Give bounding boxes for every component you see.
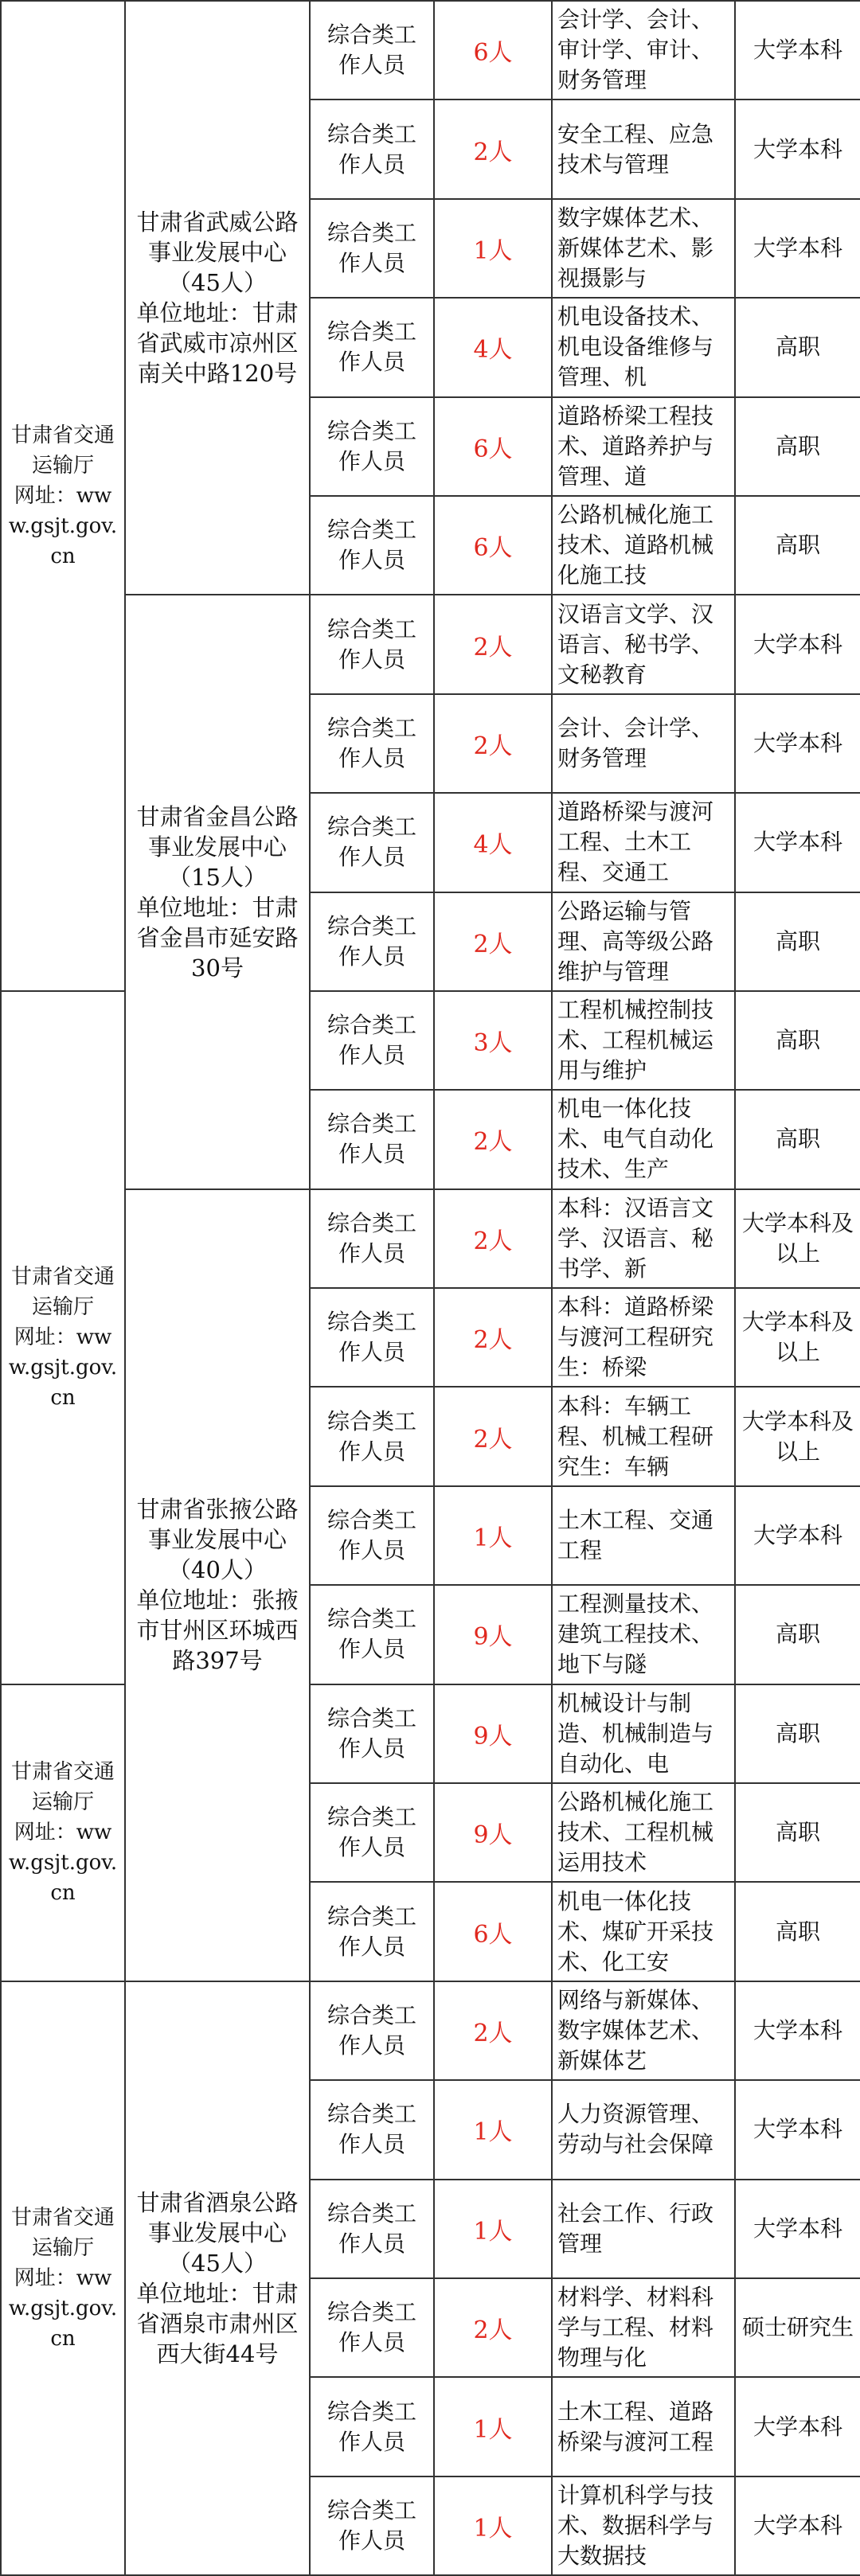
unit-name: 甘肃省武威公路事业发展中心（45人） bbox=[136, 209, 299, 297]
major-text: 公路运输与管理、高等级公路维护与管理 bbox=[557, 897, 714, 985]
major-cell bbox=[552, 2476, 735, 2575]
education: 大学本科 bbox=[735, 694, 860, 793]
table-row bbox=[1, 1981, 860, 2080]
position-type: 综合类工作人员 bbox=[310, 1189, 434, 1288]
education: 大学本科 bbox=[735, 2080, 860, 2179]
headcount: 1人 bbox=[434, 2377, 552, 2476]
headcount: 2人 bbox=[434, 2278, 552, 2377]
headcount: 2人 bbox=[434, 1387, 552, 1485]
major-cell bbox=[552, 1882, 735, 1981]
headcount: 1人 bbox=[434, 2476, 552, 2575]
major-text: 本科：道路桥梁与渡河工程研究生：桥梁 bbox=[557, 1294, 714, 1381]
education: 大学本科 bbox=[735, 1981, 860, 2080]
major-cell bbox=[552, 694, 735, 793]
headcount: 1人 bbox=[434, 1486, 552, 1585]
major-text: 材料学、材料科学与工程、材料物理与化 bbox=[557, 2284, 714, 2371]
position-type: 综合类工作人员 bbox=[310, 1783, 434, 1882]
department-website: 网址：www.gsjt.gov.cn bbox=[8, 1821, 118, 1906]
department-website: 网址：www.gsjt.gov.cn bbox=[8, 1325, 118, 1411]
education: 高职 bbox=[735, 1783, 860, 1882]
table-row bbox=[1, 595, 860, 693]
unit-name: 甘肃省张掖公路事业发展中心（40人） bbox=[136, 1496, 299, 1584]
headcount: 2人 bbox=[434, 694, 552, 793]
headcount: 1人 bbox=[434, 2080, 552, 2179]
education: 大学本科 bbox=[735, 2476, 860, 2575]
major-text: 会计、会计学、财务管理 bbox=[557, 714, 714, 771]
major-text: 工程机械控制技术、工程机械运用与维护 bbox=[557, 997, 714, 1084]
headcount: 9人 bbox=[434, 1585, 552, 1684]
education: 大学本科 bbox=[735, 2377, 860, 2476]
education: 大学本科 bbox=[735, 595, 860, 693]
major-text: 安全工程、应急技术与管理 bbox=[557, 120, 714, 178]
department-cell bbox=[1, 1981, 125, 2575]
education: 高职 bbox=[735, 1684, 860, 1783]
education: 大学本科及以上 bbox=[735, 1189, 860, 1288]
education: 硕士研究生 bbox=[735, 2278, 860, 2377]
position-type: 综合类工作人员 bbox=[310, 100, 434, 198]
headcount: 9人 bbox=[434, 1684, 552, 1783]
position-type: 综合类工作人员 bbox=[310, 1, 434, 100]
headcount: 4人 bbox=[434, 793, 552, 892]
major-cell bbox=[552, 793, 735, 892]
education: 大学本科 bbox=[735, 2180, 860, 2278]
major-text: 机电设备技术、机电设备维修与管理、机 bbox=[557, 303, 714, 391]
table-row bbox=[1, 1, 860, 100]
major-text: 数字媒体艺术、新媒体艺术、影视摄影与 bbox=[557, 204, 714, 291]
major-text: 本科：汉语言文学、汉语言、秘书学、新 bbox=[557, 1194, 714, 1282]
major-cell bbox=[552, 1981, 735, 2080]
major-cell bbox=[552, 892, 735, 991]
education: 高职 bbox=[735, 1090, 860, 1188]
major-cell bbox=[552, 2080, 735, 2179]
position-type: 综合类工作人员 bbox=[310, 1486, 434, 1585]
department-cell bbox=[1, 1, 125, 991]
education: 高职 bbox=[735, 1585, 860, 1684]
major-cell bbox=[552, 1486, 735, 1585]
department-website: 网址：www.gsjt.gov.cn bbox=[8, 2266, 118, 2351]
major-text: 道路桥梁工程技术、道路养护与管理、道 bbox=[557, 402, 714, 490]
unit-name: 甘肃省酒泉公路事业发展中心（45人） bbox=[136, 2188, 299, 2277]
headcount: 2人 bbox=[434, 892, 552, 991]
headcount: 6人 bbox=[434, 397, 552, 496]
unit-address: 单位地址：甘肃省酒泉市肃州区西大街44号 bbox=[136, 2279, 299, 2367]
headcount: 6人 bbox=[434, 1882, 552, 1981]
department-name: 甘肃省交通运输厅 bbox=[10, 423, 115, 478]
position-type: 综合类工作人员 bbox=[310, 2180, 434, 2278]
unit-address: 单位地址：张掖市甘州区环城西路397号 bbox=[136, 1587, 299, 1675]
unit-cell bbox=[125, 1189, 310, 1981]
education: 大学本科 bbox=[735, 100, 860, 198]
unit-address: 单位地址：甘肃省金昌市延安路30号 bbox=[136, 893, 299, 982]
major-cell bbox=[552, 1684, 735, 1783]
unit-cell bbox=[125, 1981, 310, 2575]
education: 高职 bbox=[735, 496, 860, 595]
department-cell bbox=[1, 1684, 125, 1981]
major-cell bbox=[552, 1189, 735, 1288]
headcount: 2人 bbox=[434, 1189, 552, 1288]
education: 大学本科 bbox=[735, 1486, 860, 1585]
major-cell bbox=[552, 1090, 735, 1188]
position-type: 综合类工作人员 bbox=[310, 298, 434, 396]
major-cell bbox=[552, 100, 735, 198]
headcount: 1人 bbox=[434, 2180, 552, 2278]
major-text: 机电一体化技术、煤矿开采技术、化工安 bbox=[557, 1887, 714, 1975]
education: 高职 bbox=[735, 397, 860, 496]
major-text: 机电一体化技术、电气自动化技术、生产 bbox=[557, 1095, 714, 1183]
unit-cell bbox=[125, 595, 310, 1188]
major-text: 公路机械化施工技术、道路机械化施工技 bbox=[557, 502, 714, 589]
major-cell bbox=[552, 496, 735, 595]
position-type: 综合类工作人员 bbox=[310, 2377, 434, 2476]
headcount: 2人 bbox=[434, 1090, 552, 1188]
major-cell bbox=[552, 1783, 735, 1882]
education: 大学本科 bbox=[735, 1, 860, 100]
education: 大学本科 bbox=[735, 199, 860, 298]
department-name: 甘肃省交通运输厅 bbox=[10, 2205, 115, 2260]
position-type: 综合类工作人员 bbox=[310, 1585, 434, 1684]
headcount: 4人 bbox=[434, 298, 552, 396]
position-type: 综合类工作人员 bbox=[310, 991, 434, 1090]
headcount: 2人 bbox=[434, 595, 552, 693]
position-type: 综合类工作人员 bbox=[310, 1882, 434, 1981]
major-cell bbox=[552, 397, 735, 496]
major-cell bbox=[552, 2377, 735, 2476]
major-text: 机械设计与制造、机械制造与自动化、电 bbox=[557, 1689, 714, 1777]
major-text: 本科：车辆工程、机械工程研究生：车辆 bbox=[557, 1392, 714, 1480]
major-text: 社会工作、行政管理 bbox=[557, 2199, 714, 2257]
major-cell bbox=[552, 2278, 735, 2377]
major-cell bbox=[552, 199, 735, 298]
education: 高职 bbox=[735, 991, 860, 1090]
position-type: 综合类工作人员 bbox=[310, 1387, 434, 1485]
education: 高职 bbox=[735, 892, 860, 991]
education: 高职 bbox=[735, 298, 860, 396]
position-type: 综合类工作人员 bbox=[310, 2476, 434, 2575]
unit-address: 单位地址：甘肃省武威市凉州区南关中路120号 bbox=[136, 299, 299, 388]
position-type: 综合类工作人员 bbox=[310, 1981, 434, 2080]
headcount: 1人 bbox=[434, 199, 552, 298]
major-text: 公路机械化施工技术、工程机械运用技术 bbox=[557, 1789, 714, 1876]
major-text: 网络与新媒体、数字媒体艺术、新媒体艺 bbox=[557, 1987, 714, 2074]
headcount: 6人 bbox=[434, 1, 552, 100]
education: 大学本科 bbox=[735, 793, 860, 892]
table-row bbox=[1, 1189, 860, 1288]
position-type: 综合类工作人员 bbox=[310, 793, 434, 892]
position-type: 综合类工作人员 bbox=[310, 595, 434, 693]
major-text: 土木工程、道路桥梁与渡河工程 bbox=[557, 2398, 714, 2455]
headcount: 2人 bbox=[434, 100, 552, 198]
position-type: 综合类工作人员 bbox=[310, 1288, 434, 1387]
major-text: 会计学、会计、审计学、审计、财务管理 bbox=[557, 6, 714, 94]
unit-name: 甘肃省金昌公路事业发展中心（15人） bbox=[136, 802, 299, 891]
position-type: 综合类工作人员 bbox=[310, 397, 434, 496]
headcount: 3人 bbox=[434, 991, 552, 1090]
headcount: 2人 bbox=[434, 1288, 552, 1387]
position-type: 综合类工作人员 bbox=[310, 2278, 434, 2377]
unit-cell bbox=[125, 1, 310, 595]
major-cell bbox=[552, 298, 735, 396]
headcount: 9人 bbox=[434, 1783, 552, 1882]
department-cell bbox=[1, 991, 125, 1684]
department-name: 甘肃省交通运输厅 bbox=[10, 1265, 115, 1320]
headcount: 2人 bbox=[434, 1981, 552, 2080]
position-type: 综合类工作人员 bbox=[310, 2080, 434, 2179]
major-cell bbox=[552, 1585, 735, 1684]
position-type: 综合类工作人员 bbox=[310, 892, 434, 991]
position-type: 综合类工作人员 bbox=[310, 1684, 434, 1783]
position-type: 综合类工作人员 bbox=[310, 1090, 434, 1188]
major-text: 计算机科学与技术、数据科学与大数据技 bbox=[557, 2481, 714, 2569]
major-text: 道路桥梁与渡河工程、土木工程、交通工 bbox=[557, 798, 714, 886]
position-type: 综合类工作人员 bbox=[310, 496, 434, 595]
major-cell bbox=[552, 595, 735, 693]
education: 高职 bbox=[735, 1882, 860, 1981]
department-name: 甘肃省交通运输厅 bbox=[10, 1760, 115, 1815]
department-website: 网址：www.gsjt.gov.cn bbox=[8, 483, 118, 568]
major-cell bbox=[552, 2180, 735, 2278]
major-text: 汉语言文学、汉语言、秘书学、文秘教育 bbox=[557, 600, 714, 688]
major-cell bbox=[552, 1, 735, 100]
position-type: 综合类工作人员 bbox=[310, 694, 434, 793]
headcount: 6人 bbox=[434, 496, 552, 595]
major-cell bbox=[552, 1288, 735, 1387]
major-text: 土木工程、交通工程 bbox=[557, 1507, 714, 1564]
position-type: 综合类工作人员 bbox=[310, 199, 434, 298]
major-text: 工程测量技术、建筑工程技术、地下与隧 bbox=[557, 1590, 714, 1678]
education: 大学本科及以上 bbox=[735, 1387, 860, 1485]
education: 大学本科及以上 bbox=[735, 1288, 860, 1387]
major-text: 人力资源管理、劳动与社会保障 bbox=[557, 2101, 714, 2158]
major-cell bbox=[552, 1387, 735, 1485]
major-cell bbox=[552, 991, 735, 1090]
